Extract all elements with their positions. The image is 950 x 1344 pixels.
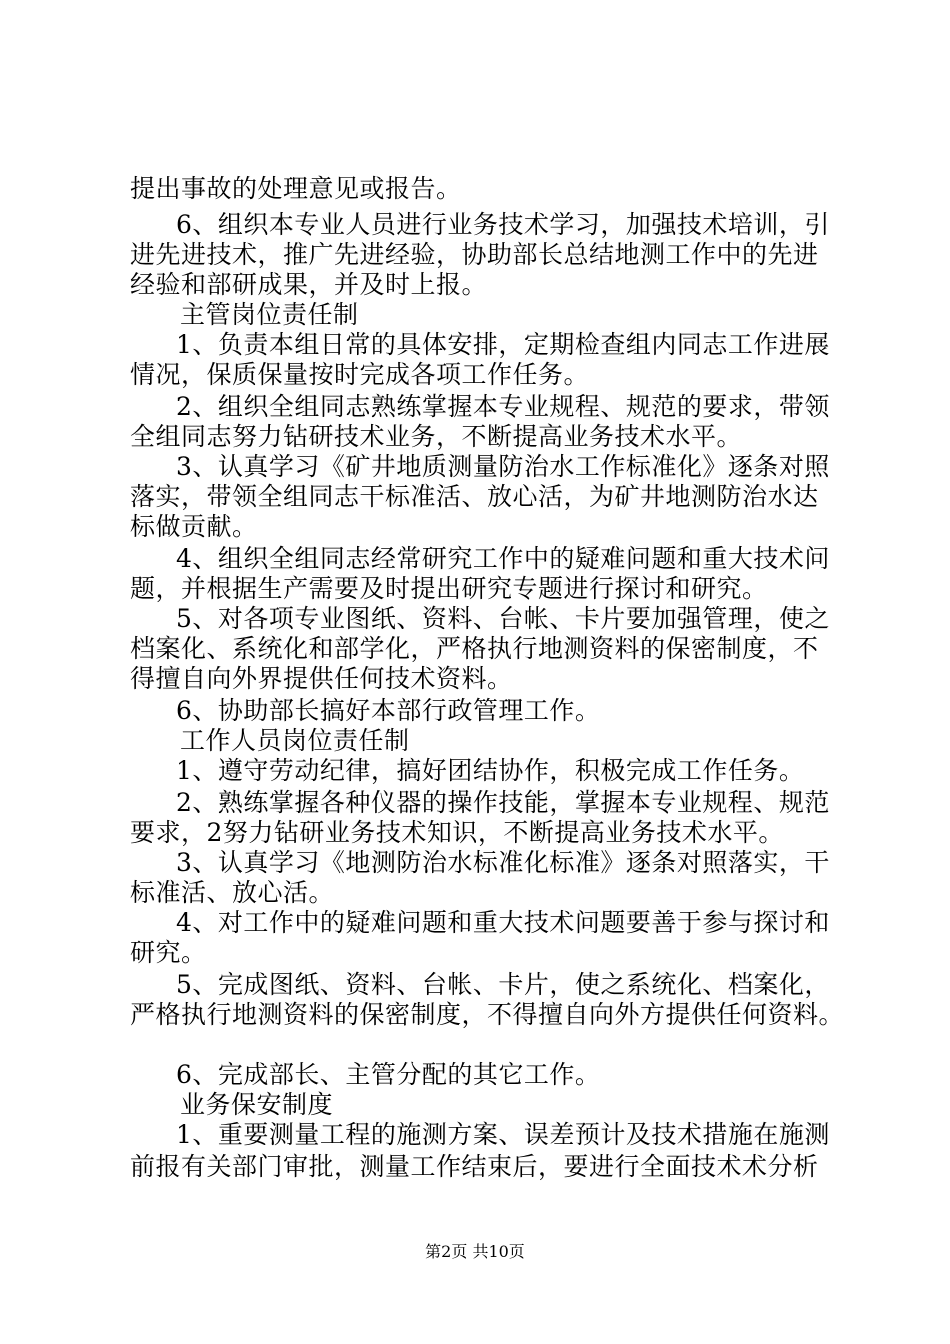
text-line: 2、熟练掌握各种仪器的操作技能，掌握本专业规程、规范 (176, 788, 830, 817)
text-line: 4、对工作中的疑难问题和重大技术问题要善于参与探讨和 (176, 908, 830, 937)
text-line: 5、对各项专业图纸、资料、台帐、卡片要加强管理，使之 (176, 604, 830, 633)
text-line: 2、组织全组同志熟练掌握本专业规程、规范的要求，带领 (176, 392, 830, 421)
text-line: 4、组织全组同志经常研究工作中的疑难问题和重大技术问 (176, 544, 830, 573)
text-line: 6、协助部长搞好本部行政管理工作。 (176, 696, 601, 725)
text-line: 严格执行地测资料的保密制度，不得擅自向外方提供任何资料。 (130, 1000, 845, 1029)
text-line: 1、重要测量工程的施测方案、误差预计及技术措施在施测 (176, 1120, 830, 1149)
text-line: 5、完成图纸、资料、台帐、卡片，使之系统化、档案化， (176, 970, 830, 999)
text-line: 前报有关部门审批，测量工作结束后，要进行全面技术术分析 (130, 1152, 819, 1181)
text-line: 6、完成部长、主管分配的其它工作。 (176, 1060, 601, 1089)
text-line: 6、组织本专业人员进行业务技术学习，加强技术培训，引 (176, 210, 830, 239)
page-number-footer: 第2页 共10页 (425, 1242, 525, 1261)
text-line: 进先进技术，推广先进经验，协助部长总结地测工作中的先进 (130, 240, 819, 269)
text-line: 经验和部研成果，并及时上报。 (130, 270, 488, 299)
text-line: 标准活、放心活。 (130, 878, 335, 907)
text-line: 要求，2努力钻研业务技术知识，不断提高业务技术水平。 (130, 818, 784, 847)
text-line: 3、认真学习《矿井地质测量防治水工作标准化》逐条对照 (176, 452, 830, 481)
section-heading: 业务保安制度 (180, 1090, 334, 1119)
text-line: 得擅自向外界提供任何技术资料。 (130, 664, 513, 693)
text-line: 1、遵守劳动纪律，搞好团结协作，积极完成工作任务。 (176, 756, 805, 785)
section-heading: 主管岗位责任制 (180, 300, 359, 329)
section-heading: 工作人员岗位责任制 (180, 726, 410, 755)
text-line: 1、负责本组日常的具体安排，定期检查组内同志工作进展 (176, 330, 830, 359)
text-line: 3、认真学习《地测防治水标准化标准》逐条对照落实，干 (176, 848, 830, 877)
text-line: 标做贡献。 (130, 512, 258, 541)
text-line: 题，并根据生产需要及时提出研究专题进行探讨和研究。 (130, 574, 768, 603)
text-line: 落实，带领全组同志干标准活、放心活，为矿井地测防治水达 (130, 482, 819, 511)
text-line: 全组同志努力钻研技术业务，不断提高业务技术水平。 (130, 422, 743, 451)
text-line: 情况，保质保量按时完成各项工作任务。 (130, 360, 590, 389)
text-line: 提出事故的处理意见或报告。 (130, 174, 462, 203)
text-line: 研究。 (130, 938, 207, 967)
text-line: 档案化、系统化和部学化，严格执行地测资料的保密制度，不 (130, 634, 819, 663)
